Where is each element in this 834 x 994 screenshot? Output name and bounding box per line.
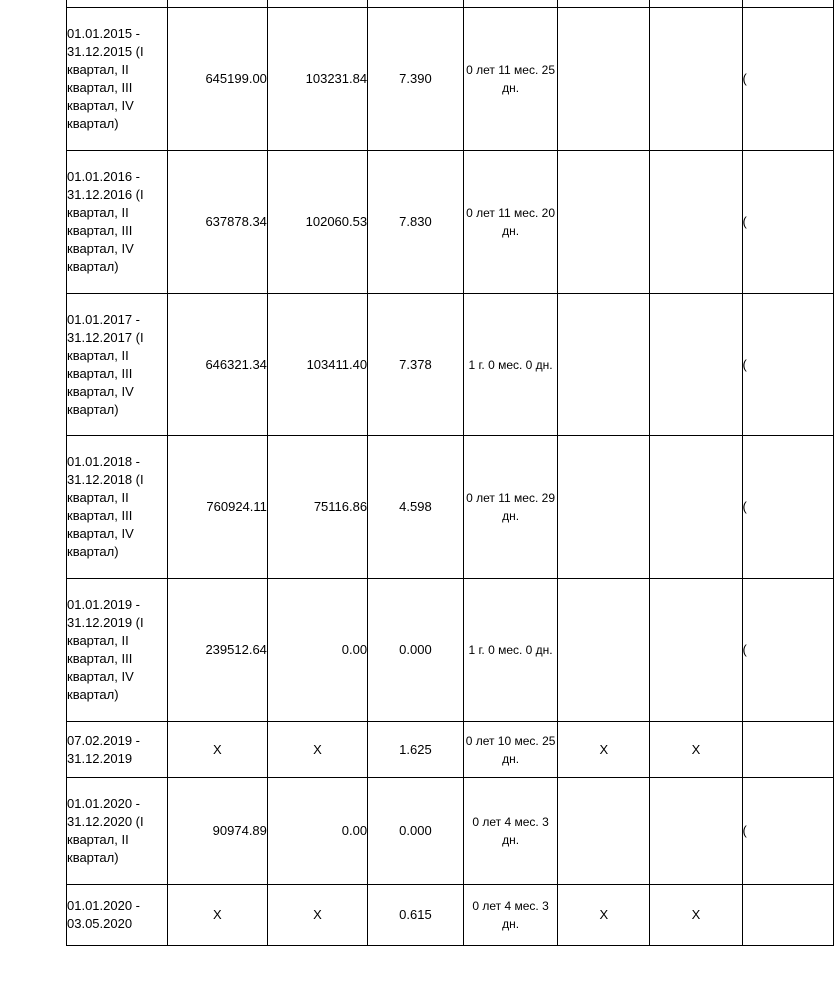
col6-cell [558, 579, 650, 722]
ratio-cell: 7.378 [368, 294, 464, 436]
length-cell: 0 лет 11 мес. 20 дн. [463, 151, 557, 294]
period-cell: 01.01.2020 - 03.05.2020 [67, 885, 168, 946]
col7-cell [650, 294, 742, 436]
table-row [67, 778, 834, 885]
col8-cell: ( [742, 436, 834, 579]
col6-cell [558, 778, 650, 885]
period-cell: 01.01.2018 - 31.12.2018 (I квартал, II квартал, III квартал, IV квартал) [67, 436, 168, 579]
length-cell: 0 лет 4 мес. 3 дн. [463, 885, 557, 946]
table-row [67, 722, 834, 778]
ratio-cell: 7.830 [368, 151, 464, 294]
col8-cell: ( [742, 778, 834, 885]
ratio-cell [368, 0, 464, 8]
col7-cell [650, 579, 742, 722]
income-cell [167, 0, 267, 8]
income-cell: 239512.64 [167, 579, 267, 722]
period-cell: 01.01.2017 - 31.12.2017 (I квартал, II квартал, III квартал, IV квартал) [67, 294, 168, 436]
contributions-cell: 103231.84 [267, 8, 367, 151]
table-body [67, 0, 834, 946]
earnings-table [66, 0, 834, 946]
ratio-cell: 0.000 [368, 579, 464, 722]
income-cell: X [167, 885, 267, 946]
table-row [67, 8, 834, 151]
length-cell: 0 лет 10 мес. 25 дн. [463, 722, 557, 778]
col7-cell [650, 0, 742, 8]
col8-cell [742, 722, 834, 778]
ratio-cell: 7.390 [368, 8, 464, 151]
table-row [67, 579, 834, 722]
col6-cell [558, 151, 650, 294]
period-cell [67, 0, 168, 8]
income-cell: 760924.11 [167, 436, 267, 579]
ratio-cell: 1.625 [368, 722, 464, 778]
contributions-cell: 103411.40 [267, 294, 367, 436]
contributions-cell: 0.00 [267, 778, 367, 885]
table-row [67, 151, 834, 294]
length-cell: 1 г. 0 мес. 0 дн. [463, 294, 557, 436]
ratio-cell: 0.000 [368, 778, 464, 885]
col8-cell: ( [742, 579, 834, 722]
period-cell: 01.01.2016 - 31.12.2016 (I квартал, II квартал, III квартал, IV квартал) [67, 151, 168, 294]
table-row [67, 294, 834, 436]
col7-cell [650, 8, 742, 151]
period-cell: 07.02.2019 - 31.12.2019 [67, 722, 168, 778]
contributions-cell: 0.00 [267, 579, 367, 722]
col7-cell [650, 436, 742, 579]
contributions-cell: X [267, 885, 367, 946]
length-cell [463, 0, 557, 8]
period-cell: 01.01.2015 - 31.12.2015 (I квартал, II квартал, III квартал, IV квартал) [67, 8, 168, 151]
length-cell: 1 г. 0 мес. 0 дн. [463, 579, 557, 722]
length-cell: 0 лет 11 мес. 29 дн. [463, 436, 557, 579]
col7-cell: X [650, 885, 742, 946]
contributions-cell: X [267, 722, 367, 778]
table-row [67, 885, 834, 946]
col8-cell: ( [742, 8, 834, 151]
col6-cell: X [558, 722, 650, 778]
col6-cell [558, 8, 650, 151]
table-row [67, 436, 834, 579]
ratio-cell: 4.598 [368, 436, 464, 579]
contributions-cell: 102060.53 [267, 151, 367, 294]
col8-cell: ( [742, 294, 834, 436]
contributions-cell: 75116.86 [267, 436, 367, 579]
col6-cell: X [558, 885, 650, 946]
income-cell: 646321.34 [167, 294, 267, 436]
period-cell: 01.01.2020 - 31.12.2020 (I квартал, II квартал) [67, 778, 168, 885]
contributions-cell [267, 0, 367, 8]
income-cell: X [167, 722, 267, 778]
income-cell: 637878.34 [167, 151, 267, 294]
col6-cell [558, 294, 650, 436]
col8-cell: ( [742, 151, 834, 294]
col7-cell [650, 778, 742, 885]
length-cell: 0 лет 11 мес. 25 дн. [463, 8, 557, 151]
col7-cell: X [650, 722, 742, 778]
table-row [67, 0, 834, 8]
col6-cell [558, 436, 650, 579]
col7-cell [650, 151, 742, 294]
income-cell: 645199.00 [167, 8, 267, 151]
income-cell: 90974.89 [167, 778, 267, 885]
col6-cell [558, 0, 650, 8]
col8-cell [742, 0, 834, 8]
ratio-cell: 0.615 [368, 885, 464, 946]
col8-cell [742, 885, 834, 946]
period-cell: 01.01.2019 - 31.12.2019 (I квартал, II квартал, III квартал, IV квартал) [67, 579, 168, 722]
length-cell: 0 лет 4 мес. 3 дн. [463, 778, 557, 885]
